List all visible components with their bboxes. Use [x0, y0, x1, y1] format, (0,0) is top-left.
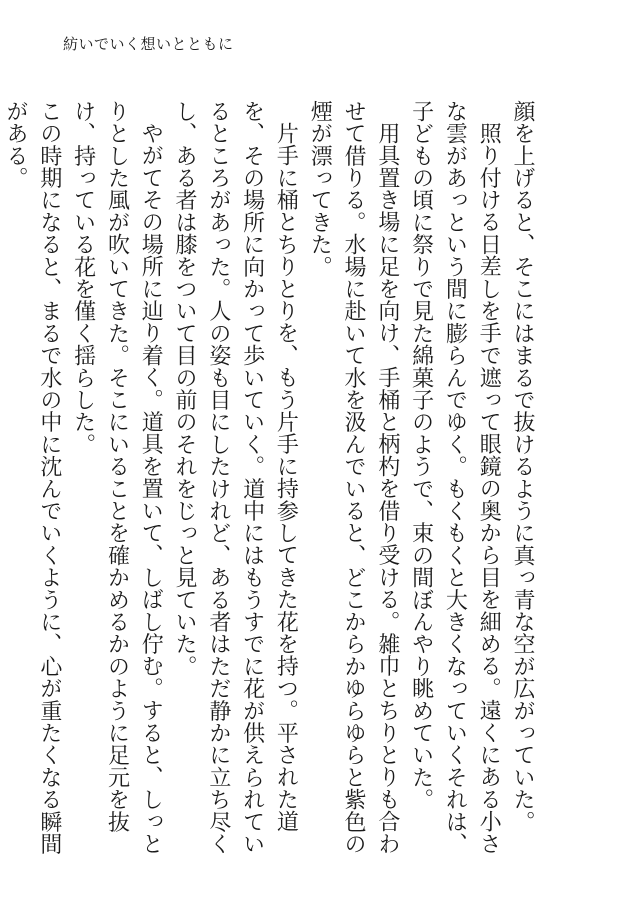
running-header: 紡いでいく想いとともに — [63, 35, 234, 53]
vertical-body-text — [0, 100, 539, 860]
paragraph-2: 照り付ける日差しを手で遮って眼鏡の奥から目を細める。遠くにある小さな雲があっという間に膨らんでゆく。もくもくと大きくなっていくそれは、子どもの頃に祭りで見た綿菓子のようで、束の間ぼんやり眺めていた。 — [408, 100, 502, 855]
paragraph-6: この時期になると、まるで水の中に沈んでいくように、心が重たくなる瞬間がある。 — [3, 100, 62, 855]
paragraph-5: やがてその場所に辿り着く。道具を置いて、しばし佇む。すると、しっとりとした風が吹いてきた。そこにいることを確かめるかのように足元を抜け、持っている花を僅く揺らした。 — [70, 100, 164, 855]
paragraph-3: 用具置き場に足を向け、手桶と柄杓を借り受ける。雑巾とちりとりも合わせて借りる。水場に赴いて水を汲んでいると、どこからかゆらゆらと紫色の煙が漂ってきた。 — [307, 100, 400, 855]
paragraph-1: 顔を上げると、そこにはまるで抜けるように真っ青な空が広がっていた。 — [510, 100, 535, 833]
paragraph-4: 片手に桶とちりとりを、もう片手に持参してきた花を持つ。平された道を、その場所に向かって歩いていく。道中にはもうすでに花が供えられているところがあった。人の姿も目にしたけれど、ある者はただ静かに立ち尽くし、ある者は膝をついて目の前のそれをじっと見ていた。 — [172, 100, 299, 855]
